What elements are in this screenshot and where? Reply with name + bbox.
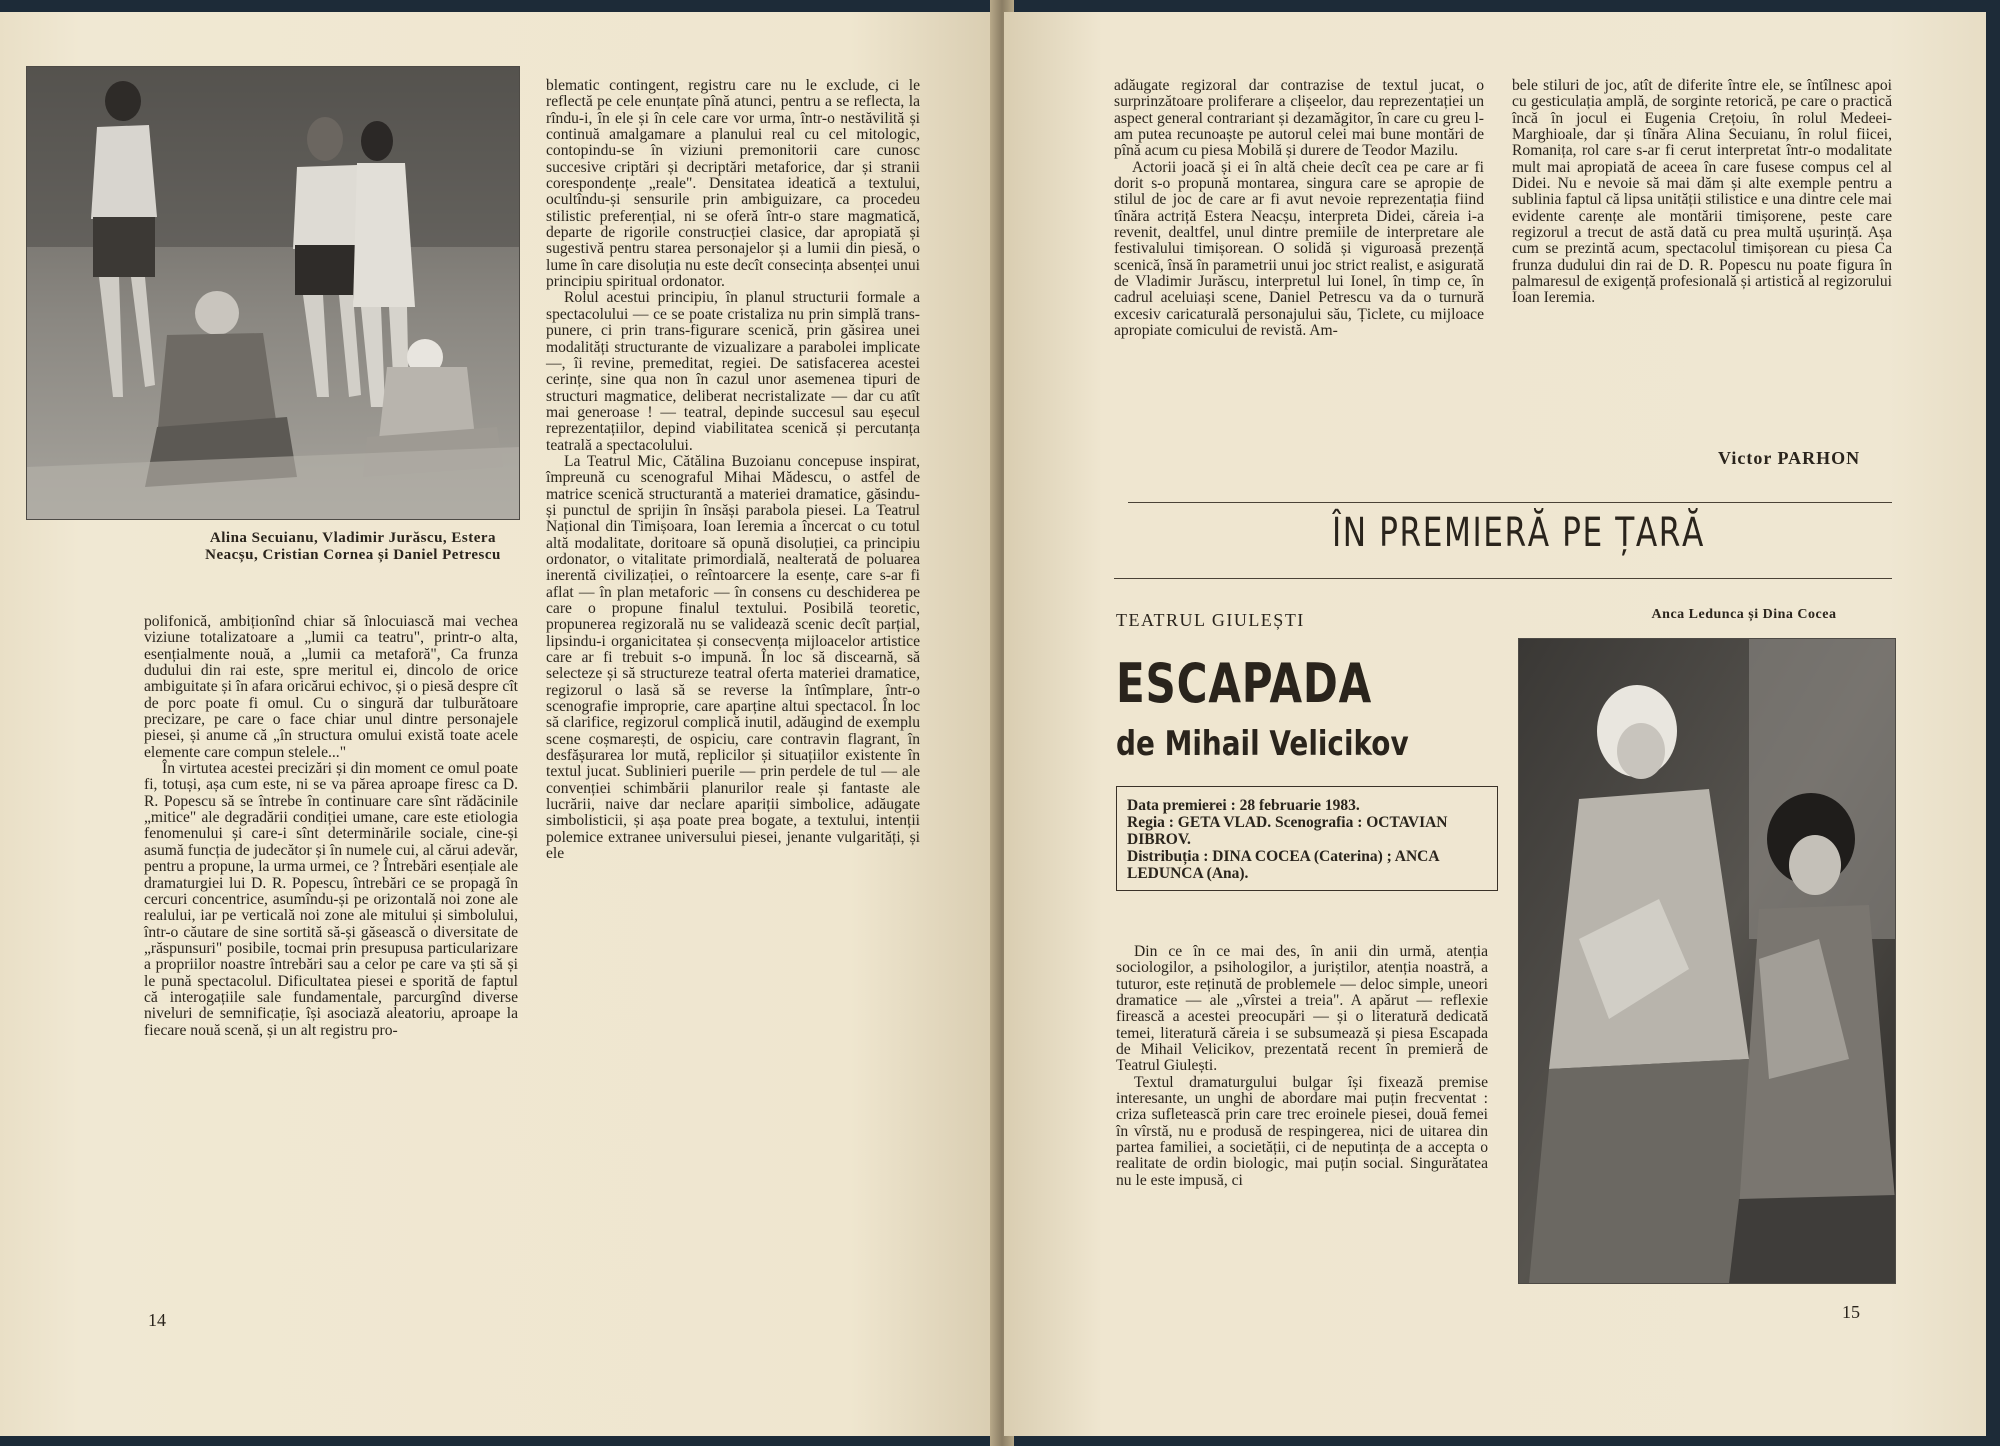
play-title: ESCAPADA [1116,652,1373,715]
banner-rule-bottom [1114,578,1892,579]
paragraph: polifonică, ambiționînd chiar să înlocuiască mai vechea viziune totalizatoare a „lumii ca teatru", printr-o alta, esențialmente nouă, a „lumii ca metaforă", Ca frunza dudului din rai este, spre meritul ei, dincolo de orice ambiguitate și în afara oricărui echivoc, și o piesă despre cît de porc poate fi omul. Cu o singură dar tulburătoare precizare, pe care o face chiar unul dintre personajele piesei, și anume că „în structura omului există toate acele elemente care compun stelele..." [144,613,518,761]
paragraph: În virtutea acestei precizări și din moment ce omul poate fi, totuși, așa cum este, ni se va părea aproape firesc ca D. R. Popescu să se întrebe în continuare care sînt rădăcinile „mitice" ale degradării condiției umane, care este etiologia fenomenului și care-i sînt determinările sociale, cine-și asumă funcția de judecător și în numele cui, al cărui adevăr, pentru a propune, la urma urmei, ce ? Întrebări esențiale ale dramaturgiei lui D. R. Popescu, întrebări ce se propagă în cercuri concentrice, asumîndu-și pe orizontală noi zone ale realului, iar pe verticală noi zone ale mitului și simbolului, într-o căutare de sine sortită să-și găsească o diversitate de „răspunsuri" posibile, tocmai prin presupusa particularizare a propriilor noastre întrebări sau a celor pe care va ști să și le pună spectacolul. Dificultatea piesei e sporită de faptul că interogațiile sale fundamentale, parcurgînd diverse niveluri de semnificație, își asociază aleatoriu, aproape la fiecare nouă scenă, și un alt registru pro- [144,760,518,1039]
premiere-label: Data premierei : [1127,797,1236,814]
paragraph: Actorii joacă și ei în altă cheie decît cea pe care ar fi dorit s-o propună montarea, singura care se apropie de stilul de joc de care ar fi avut nevoie reprezentația fiind tînăra actriță Estera Neacșu, interpreta Didei, căreia i-a revenit, dealtfel, unul dintre premiile de interpretare ale festivalului timișorean. O solidă și viguroasă prezență scenică, însă în parametrii unui joc strict realist, e asigurată de Vladimir Jurăscu, interpretul lui Ionel, în timp ce, în cadrul aceluiași scene, Daniel Petrescu va da o turnură excesiv caricaturală personajului său, Țiclete, cu mijloace apropiate comicului de revistă. Am- [1114,158,1484,340]
premiere-value: 28 februarie 1983. [1239,797,1360,814]
stage-photo-ensemble [26,66,520,520]
section-banner: ÎN PREMIERĂ PE ȚARĂ [1332,510,1705,556]
stage-photo-image [27,67,519,519]
cast-line [1127,848,1485,882]
paragraph: bele stiluri de joc, atît de diferite între ele, se întîlnesc apoi cu gesticulația amplă, de sorginte retorică, pe care o practică încă în jocul ei Eugenia Crețoiu, în rolul Medeei-Marghioale, dar și tînăra Alina Secuianu, în rolul fiicei, Romanița, rol care s-ar fi cerut interpretat într-o modalitate mult mai apropiată de aceea în care fusese compus cel al Didei. Nu e nevoie să mai dăm și alte exemple pentru a sublinia faptul că lipsa unității stilistice e una dintre cele mai evidente carențe ale montării timișorene, peste care regizorul a trecut de astă dată cu prea multă ușurință. Așa cum se prezintă acum, spectacolul timișorean cu piesa Ca frunza dudului din rai de D. R. Popescu nu poate figura în palmaresul de exigență profesională și artistică al regizorului Ioan Ieremia. [1512,77,1892,307]
page-number-right: 15 [1842,1302,1860,1322]
photo-caption-right: Anca Ledunca și Dina Cocea [1651,607,1837,622]
stage-photo-escapada [1518,638,1896,1284]
left-column-1 [144,614,518,1039]
left-page [0,12,1000,1436]
cast-value: DINA COCEA (Caterina) ; ANCA LEDUNCA (Ana). [1127,848,1439,882]
photo-caption-left: Alina Secuianu, Vladimir Jurăscu, Estera Neacșu, Cristian Cornea și Daniel Petrescu [205,530,501,563]
banner-rule-top [1128,502,1892,503]
paragraph: Rolul acestui principiu, în planul structurii formale a spectacolului — ce se poate cristaliza nu prin simplă trans-punere, ci prin trans-figurare scenică, prin găsirea unei modalități structurante de vizualizare a parabolei implicate —, îi revine, premeditat, regiei. De satisfacerea acestei cerințe, sine qua non în cazul unor asemenea tipuri de structuri magmatice, deliberat necristalizate — dar cu atît mai generoase ! — teatral, depinde succesul sau eșecul reprezentațiilor, depind viabilitatea scenică și percutanța teatrală a spectacolului. [546,289,920,454]
right-column-1 [1114,78,1484,340]
paragraph: Textul dramaturgului bulgar își fixează premise interesante, un unghi de abordare mai puțin frecventat : criza sufletească prin care trec eroinele piesei, două femei în vîrstă, nu e produsă de respingerea, nici de uitarea din partea familiei, a societății, ci de neputința de a accepta o realitate de ordin biologic, mai puțin social. Singurătatea nu le este impusă, ci [1116,1073,1488,1189]
paragraph: adăugate regizoral dar contrazise de textul jucat, o surprinzătoare proliferare a clișeelor, dau reprezentației un aspect general contrariant și dezamăgitor, în care cu greu l-am putea recunoaște pe autorul celei mai bune montări de pînă acum cu piesa Mobilă și durere de Teodor Mazilu. [1114,77,1484,160]
page-number-left: 14 [148,1310,166,1330]
left-column-2 [546,78,920,863]
paragraph: blematic contingent, registru care nu le exclude, ci le reflectă pe cele enunțate pînă atunci, pentru a se reflecta, la rîndu-i, în ele și în cele care vor urma, într-o nestăvilită și continuă amalgamare a planului real cu cel mitologic, contopindu-se în viziuni premonitorii care cunosc succesive criptări și decriptări metaforice, dar și stranii corespondențe „reale". Densitatea ideatică a textului, ocultîndu-și sensurile prin ambiguizare, ca procedeu stilistic preferențial, ni se oferă într-o stare magmatică, departe de rigorile construcției clasice, dar apropiată și sugestivă pentru starea personajelor și a lumii din piesă, o lume în care disoluția nu este decît consecința absenței unui principiu spiritual ordonator. [546,77,920,291]
director-value: GETA VLAD. [1177,814,1272,831]
premiere-line [1127,797,1485,814]
premiere-info-box [1116,786,1498,891]
article-signature: Victor PARHON [1718,448,1861,468]
right-page [1004,12,1986,1436]
theatre-name: TEATRUL GIULEȘTI [1116,610,1305,630]
paragraph: La Teatrul Mic, Cătălina Buzoianu concepuse inspirat, împreună cu scenograful Mihai Mădescu, o astfel de matrice scenică structurantă a materiei dramatice, găsindu-și punctul de sprijin în însăși parabola piesei. La Teatrul Național din Timișoara, Ioan Ieremia a încercat o cu totul altă modalitate, doritoare să opună disoluției, ca principiu ordonator, o vitalitate primordială, nealterată de poluarea inerentă civilizației, o reîntoarcere la esențe, care s-ar fi aflat — în plan metaforic — în consens cu deschiderea pe care o propune finalul textului. Posibilă teoretic, propunerea regizorală nu se validează scenic decît parțial, lipsindu-i organicitatea și consecvența mijloacelor artistice care ar fi trebuit s-o impună. În loc să discearnă, să selecteze și să structureze teatral oferta materiei dramatice, regizorul o lasă să se reverse la întîmplare, într-o scenografie improprie, care aparține altui spectacol. În loc să clarifice, regizorul complică inutil, adăugind de exemplu scene coșmarești, de ospiciu, care contravin flagrant, în desfășurarea lor mută, replicilor și situațiilor existente în textul jucat. Sublinieri puerile — prin perdele de tul — ale convenției schimbării planurilor reale și fantaste ale lucrării, naive dar neclare apariții simbolice, adăugate simbolisticii, și așa poate prea bogate, a textului, intenții polemice extranee universului piesei, jenante vulgarități, și ele [546,452,920,863]
play-author: de Mihail Velicikov [1116,724,1409,764]
paragraph: Din ce în ce mai des, în anii din urmă, atenția sociologilor, a psihologilor, a juriștilor, atenția noastră, a tuturor, este reținută de problemele — deloc simple, uneori dramatice — ale „vîrstei a treia". A apărut — reflexie firească a acestei preocupări — și o literatură dedicată temei, literatură căreia i se subsumează și piesa Escapada de Mihail Velicikov, prezentată recent în premieră de Teatrul Giulești. [1116,943,1488,1075]
review-column [1116,944,1488,1189]
stage-photo-image [1519,639,1895,1283]
right-column-2 [1512,78,1892,307]
set-label: Scenografia : [1274,814,1363,831]
director-line [1127,814,1485,848]
cast-label: Distribuția : [1127,848,1209,865]
set-value: OCTAVIAN DIBROV. [1127,814,1448,848]
director-label: Regia : [1127,814,1174,831]
